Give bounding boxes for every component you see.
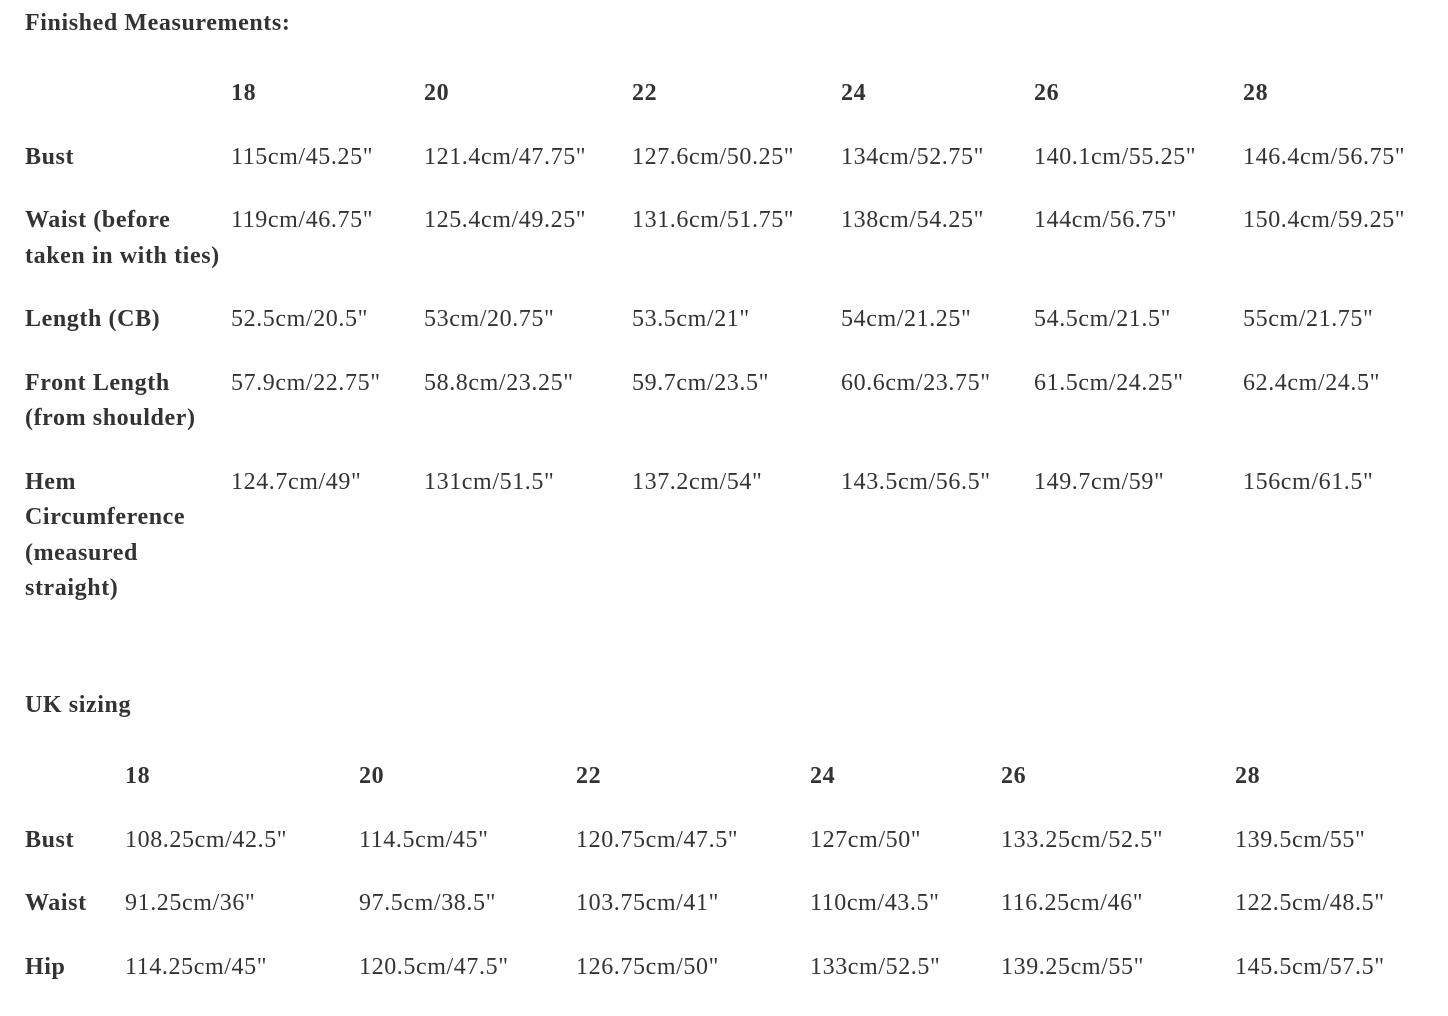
measurement-cell: 144cm/56.75"	[1034, 207, 1177, 233]
size-header: 22	[632, 80, 658, 106]
measurement-cell: 54cm/21.25"	[841, 306, 972, 332]
size-header: 18	[125, 763, 151, 789]
measurement-cell: 91.25cm/36"	[125, 890, 256, 916]
measurement-cell: 58.8cm/23.25"	[424, 369, 574, 396]
measurement-cell: 55cm/21.75"	[1243, 306, 1374, 332]
size-header: 24	[810, 763, 836, 789]
size-header-row	[25, 759, 1425, 823]
measurement-cell: 61.5cm/24.25"	[1034, 369, 1184, 396]
measurement-cell: 53.5cm/21"	[632, 306, 750, 332]
measurement-cell: 62.4cm/24.5"	[1243, 369, 1380, 396]
table-row-waist	[25, 203, 1433, 302]
measurement-cell: 116.25cm/46"	[1001, 890, 1144, 916]
measurement-cell: 110cm/43.5"	[810, 890, 940, 916]
measurement-cell: 140.1cm/55.25"	[1034, 143, 1197, 170]
table-row-bust	[25, 140, 1433, 204]
measurement-cell: 52.5cm/20.5"	[231, 306, 368, 332]
measurement-cell: 114.25cm/45"	[125, 953, 268, 980]
row-label: Waist (before taken in with ties)	[25, 207, 220, 269]
row-label: Hip	[25, 953, 66, 980]
table-row-hip	[25, 950, 1425, 1014]
measurement-cell: 143.5cm/56.5"	[841, 468, 991, 495]
measurement-cell: 149.7cm/59"	[1034, 468, 1165, 495]
measurement-cell: 108.25cm/42.5"	[125, 826, 288, 853]
size-header: 28	[1235, 763, 1261, 789]
size-header: 20	[359, 763, 385, 789]
uk-sizing-table	[25, 759, 1425, 1013]
measurement-cell: 126.75cm/50"	[576, 953, 719, 980]
measurement-cell: 133.25cm/52.5"	[1001, 826, 1164, 853]
table-row-waist	[25, 886, 1425, 950]
table-row-bust	[25, 823, 1425, 887]
row-label: Bust	[25, 826, 75, 853]
measurement-cell: 119cm/46.75"	[231, 207, 374, 233]
measurement-cell: 54.5cm/21.5"	[1034, 306, 1171, 332]
measurement-cell: 133cm/52.5"	[810, 953, 941, 980]
size-header: 26	[1034, 80, 1060, 106]
uk-sizing-title: UK sizing	[25, 692, 132, 718]
size-header: 24	[841, 80, 867, 106]
measurement-cell: 120.75cm/47.5"	[576, 826, 739, 853]
measurement-cell: 97.5cm/38.5"	[359, 890, 496, 916]
table-row-hem-circumference	[25, 465, 1433, 635]
measurement-cell: 124.7cm/49"	[231, 468, 362, 495]
measurement-cell: 125.4cm/49.25"	[424, 207, 587, 233]
finished-measurements-table	[25, 76, 1433, 635]
measurement-cell: 131.6cm/51.75"	[632, 207, 795, 233]
size-header: 22	[576, 763, 602, 789]
row-label: Waist	[25, 890, 87, 916]
measurement-cell: 139.25cm/55"	[1001, 953, 1144, 980]
measurement-cell: 137.2cm/54"	[632, 468, 763, 495]
measurement-cell: 60.6cm/23.75"	[841, 369, 991, 396]
measurement-cell: 53cm/20.75"	[424, 306, 555, 332]
measurement-cell: 131cm/51.5"	[424, 468, 555, 495]
size-header: 18	[231, 80, 257, 106]
row-label: Bust	[25, 143, 75, 170]
size-header-row	[25, 76, 1433, 140]
measurement-cell: 127cm/50"	[810, 826, 922, 853]
measurement-cell: 115cm/45.25"	[231, 143, 374, 170]
measurement-cell: 103.75cm/41"	[576, 890, 719, 916]
table-row-front-length	[25, 366, 1433, 465]
measurement-cell: 156cm/61.5"	[1243, 468, 1374, 495]
measurement-cell: 145.5cm/57.5"	[1235, 953, 1385, 980]
empty-header-cell	[25, 76, 231, 140]
measurement-cell: 146.4cm/56.75"	[1243, 143, 1406, 170]
row-label: Length (CB)	[25, 306, 161, 332]
row-label: Hem Circumference (measured straight)	[25, 468, 186, 601]
finished-measurements-title: Finished Measurements:	[25, 10, 291, 36]
measurement-cell: 139.5cm/55"	[1235, 826, 1366, 853]
measurement-cell: 120.5cm/47.5"	[359, 953, 509, 980]
size-header: 28	[1243, 80, 1269, 106]
measurement-cell: 59.7cm/23.5"	[632, 369, 769, 396]
measurement-cell: 134cm/52.75"	[841, 143, 984, 170]
size-header: 20	[424, 80, 450, 106]
row-label: Front Length (from shoulder)	[25, 369, 196, 431]
measurement-cell: 122.5cm/48.5"	[1235, 890, 1385, 916]
table-row-length	[25, 302, 1433, 366]
empty-header-cell	[25, 759, 125, 823]
measurement-cell: 138cm/54.25"	[841, 207, 984, 233]
measurement-cell: 114.5cm/45"	[359, 826, 489, 853]
measurement-cell: 121.4cm/47.75"	[424, 143, 587, 170]
measurement-cell: 150.4cm/59.25"	[1243, 207, 1406, 233]
measurement-cell: 127.6cm/50.25"	[632, 143, 795, 170]
measurement-cell: 57.9cm/22.75"	[231, 369, 381, 396]
size-header: 26	[1001, 763, 1027, 789]
